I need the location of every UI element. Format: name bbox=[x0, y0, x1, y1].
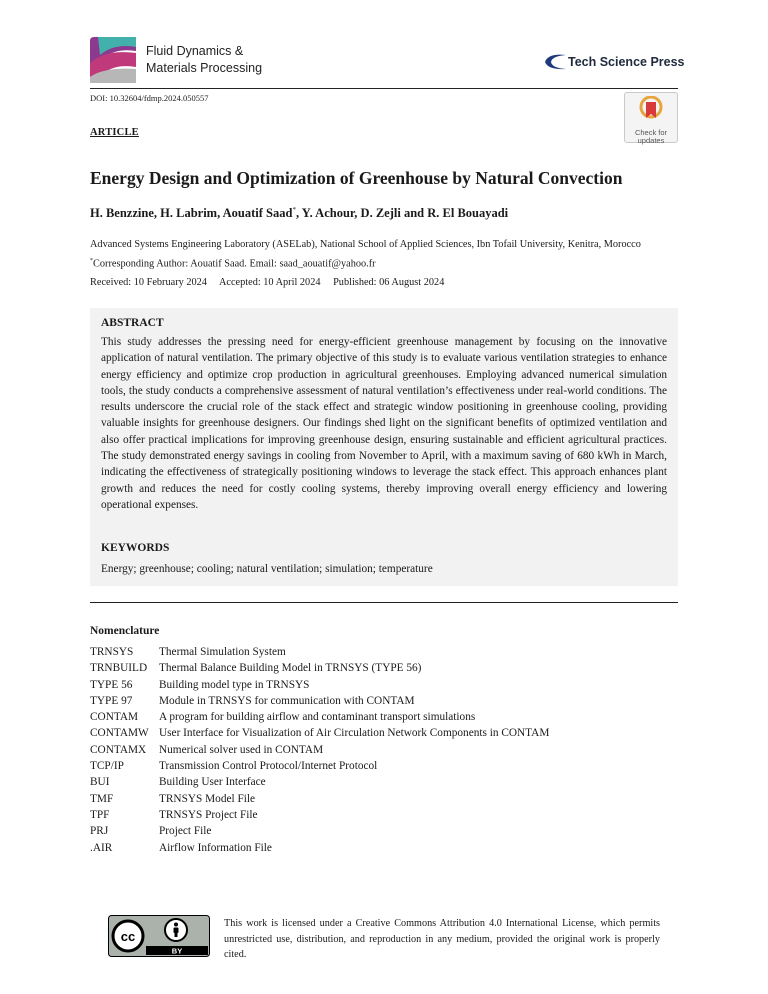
list-item bbox=[90, 742, 680, 758]
header-divider bbox=[90, 88, 678, 89]
keywords-heading: KEYWORDS bbox=[101, 542, 170, 554]
list-item bbox=[90, 774, 680, 790]
list-item bbox=[90, 644, 680, 660]
nomenclature-definition: Transmission Control Protocol/Internet Protocol bbox=[159, 760, 378, 773]
list-item bbox=[90, 823, 680, 839]
nomenclature-term: BUI bbox=[90, 776, 110, 789]
corresponding-author bbox=[90, 258, 376, 269]
nomenclature-term: PRJ bbox=[90, 825, 109, 838]
publisher-swoosh-icon bbox=[544, 53, 566, 71]
nomenclature-definition: TRNSYS Project File bbox=[159, 808, 258, 821]
paper-title: Energy Design and Optimization of Greenhouse by Natural Convection bbox=[90, 168, 623, 188]
list-item bbox=[90, 807, 680, 823]
abstract-heading: ABSTRACT bbox=[101, 317, 164, 329]
creative-commons-icon bbox=[113, 921, 143, 951]
authors-part2: , Y. Achour, D. Zejli and R. El Bouayadi bbox=[295, 206, 509, 221]
list-item bbox=[90, 677, 680, 693]
doi-line[interactable]: DOI: 10.32604/fdmp.2024.050557 bbox=[90, 93, 209, 103]
nomenclature-definition: A program for building airflow and contaminant transport simulations bbox=[159, 711, 476, 724]
published-date: Published: 06 August 2024 bbox=[333, 277, 445, 288]
nomenclature-definition: Module in TRNSYS for communication with CONTAM bbox=[159, 694, 415, 707]
nomenclature-term: TRNBUILD bbox=[90, 662, 148, 675]
nomenclature-definition: Numerical solver used in CONTAM bbox=[159, 743, 324, 756]
bookmark-ribbon-icon bbox=[639, 96, 663, 123]
affiliation: Advanced Systems Engineering Laboratory (ASELab), National School of Applied Sciences, Ibn Tofail University, Kenitra, Morocco bbox=[90, 239, 641, 250]
list-item bbox=[90, 693, 680, 709]
svg-text:cc: cc bbox=[120, 929, 136, 944]
nomenclature-term: TYPE 56 bbox=[90, 678, 133, 691]
nomenclature-definition: Thermal Simulation System bbox=[159, 646, 286, 658]
accepted-date: Accepted: 10 April 2024 bbox=[218, 277, 321, 288]
nomenclature-definition: Thermal Balance Building Model in TRNSYS (TYPE 56) bbox=[159, 662, 422, 675]
check-for-updates-label: Check for updates bbox=[634, 128, 668, 145]
keywords-text: Energy; greenhouse; cooling; natural ventilation; simulation; temperature bbox=[101, 563, 433, 575]
authors-part1: H. Benzzine, H. Labrim, Aouatif Saad bbox=[90, 206, 293, 221]
license-statement: This work is licensed under a Creative Commons Attribution 4.0 International License, which permits unrestricted use, distribution, and reproduction in any medium, provided the original work is properly cited. bbox=[224, 918, 660, 960]
attribution-person-icon bbox=[165, 919, 187, 941]
nomenclature-definition: User Interface for Visualization of Air Circulation Network Components in CONTAM bbox=[159, 727, 550, 740]
section-divider bbox=[90, 602, 678, 603]
nomenclature-definition: Airflow Information File bbox=[159, 841, 272, 854]
nomenclature-term: CONTAMW bbox=[90, 727, 149, 740]
nomenclature-definition: Building model type in TRNSYS bbox=[159, 678, 310, 691]
nomenclature-term: TCP/IP bbox=[90, 760, 124, 773]
corresponding-author-text: Corresponding Author: Aouatif Saad. Email: saad_aouatif@yahoo.fr bbox=[93, 258, 376, 270]
nomenclature-definition: TRNSYS Model File bbox=[159, 792, 256, 805]
cc-by-license-badge[interactable] bbox=[108, 915, 210, 957]
corresponding-mark: * bbox=[292, 206, 296, 214]
journal-logo-icon bbox=[90, 37, 136, 83]
list-item bbox=[90, 840, 680, 856]
author-list bbox=[90, 206, 690, 221]
journal-name bbox=[146, 43, 262, 77]
list-item bbox=[90, 725, 680, 741]
cc-by-label: BY bbox=[171, 946, 183, 956]
nomenclature-term: TMF bbox=[90, 792, 114, 805]
article-type-label: ARTICLE bbox=[90, 127, 139, 138]
publication-dates bbox=[90, 277, 454, 288]
nomenclature-heading: Nomenclature bbox=[90, 625, 160, 637]
list-item bbox=[90, 660, 680, 676]
nomenclature-term: TYPE 97 bbox=[90, 694, 133, 707]
journal-name-line1: Fluid Dynamics & bbox=[146, 44, 244, 58]
nomenclature-term: .AIR bbox=[90, 841, 113, 854]
nomenclature-definition: Project File bbox=[159, 825, 212, 838]
corresponding-note-mark: * bbox=[90, 258, 93, 264]
list-item bbox=[90, 758, 680, 774]
publisher-logo bbox=[544, 52, 685, 72]
nomenclature-list bbox=[90, 644, 680, 856]
nomenclature-term: CONTAMX bbox=[90, 743, 147, 756]
list-item bbox=[90, 709, 680, 725]
publisher-name: Tech Science Press bbox=[568, 55, 685, 69]
received-date: Received: 10 February 2024 bbox=[90, 277, 207, 288]
nomenclature-term: CONTAM bbox=[90, 711, 139, 724]
abstract-text: This study addresses the pressing need for energy-efficient greenhouse management by focusing on the innovative application of natural ventilation. The primary objective of this study is to evaluate various ventilation strategies to enhance energy efficiency and optimize crop production in agricultural greenhouses. Employing advanced numerical simulation tools, the study conducts a comprehensive assessment of natural ventilation’s effectiveness under real-world conditions. The results underscore the crucial role of the stack effect and strategic window positioning in greenhouse cooling, providing valuable insights for greenhouse designers. Our findings shed light on the significant benefits of optimized ventilation and also offer practical implications for improving greenhouse design, ensuring sustainable and efficient agricultural practices. The study demonstrated energy savings in cooling from November to April, with a maximum saving of 680 kWh in March, indicating the effectiveness of strategically positioning windows to leverage the stack effect. This approach enhances plant growth and reduces the need for costly cooling systems, thereby improving overall energy efficiency and lowering operational expenses. bbox=[101, 336, 667, 511]
check-for-updates-badge[interactable] bbox=[624, 92, 678, 143]
nomenclature-term: TPF bbox=[90, 808, 110, 821]
journal-name-line2: Materials Processing bbox=[146, 61, 263, 75]
nomenclature-term: TRNSYS bbox=[90, 646, 134, 658]
list-item bbox=[90, 791, 680, 807]
nomenclature-definition: Building User Interface bbox=[159, 776, 266, 789]
